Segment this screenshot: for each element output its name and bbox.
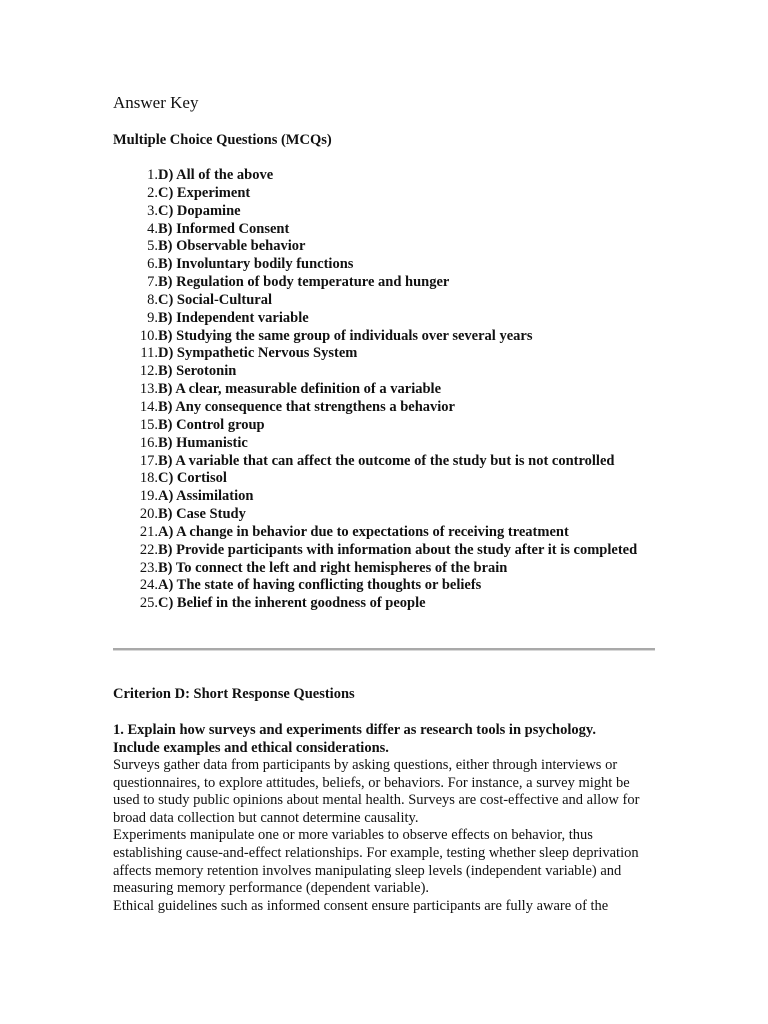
mcq-item-number xyxy=(113,595,158,613)
mcq-list-item xyxy=(113,399,657,417)
mcq-item-number-text: 2. xyxy=(147,184,158,201)
mcq-item-answer: B) A variable that can affect the outcome of the study but is not controlled xyxy=(158,452,615,469)
mcq-item-number-text: 10. xyxy=(139,327,158,344)
mcq-item-number xyxy=(113,470,158,488)
mcq-item-number-text: 19. xyxy=(139,488,158,505)
mcq-item-number-text: 14. xyxy=(139,398,158,415)
mcq-item-answer: B) A clear, measurable definition of a variable xyxy=(158,381,442,398)
mcq-list-item xyxy=(113,185,657,203)
mcq-item-answer: B) Any consequence that strengthens a behavior xyxy=(158,398,455,415)
mcq-item-number-text: 3. xyxy=(147,202,158,219)
mcq-item-answer: C) Social-Cultural xyxy=(158,291,272,308)
mcq-item-number-text: 24. xyxy=(139,577,158,594)
mcq-list-item xyxy=(113,470,657,488)
mcq-list-item xyxy=(113,256,657,274)
mcq-list-item xyxy=(113,167,657,185)
mcq-item-number-text: 8. xyxy=(147,291,158,308)
criterion-section-heading: Criterion D: Short Response Questions xyxy=(113,686,355,702)
mcq-item-number-text: 25. xyxy=(139,595,158,612)
mcq-item-answer: D) Sympathetic Nervous System xyxy=(158,345,358,362)
mcq-item-number-text: 11. xyxy=(140,345,158,362)
mcq-answer-list xyxy=(113,167,657,613)
mcq-item-answer: B) Humanistic xyxy=(158,434,248,451)
mcq-item-number xyxy=(113,185,158,203)
mcq-item-number-text: 15. xyxy=(139,416,158,433)
mcq-list-item xyxy=(113,292,657,310)
mcq-item-answer: B) Involuntary bodily functions xyxy=(158,256,354,273)
mcq-item-number-text: 12. xyxy=(139,363,158,380)
mcq-item-number xyxy=(113,488,158,506)
mcq-item-answer: D) All of the above xyxy=(158,167,274,183)
mcq-item-number xyxy=(113,417,158,435)
mcq-item-number xyxy=(113,542,158,560)
mcq-item-number xyxy=(113,256,158,274)
mcq-list-item xyxy=(113,238,657,256)
mcq-item-number xyxy=(113,363,158,381)
mcq-item-answer: B) Observable behavior xyxy=(158,238,306,255)
mcq-item-number-text: 13. xyxy=(139,381,158,398)
mcq-item-number xyxy=(113,453,158,471)
page-title: Answer Key xyxy=(113,93,199,112)
mcq-list-item xyxy=(113,274,657,292)
mcq-item-number xyxy=(113,381,158,399)
mcq-list-item xyxy=(113,577,657,595)
mcq-item-number xyxy=(113,524,158,542)
mcq-item-number xyxy=(113,435,158,453)
mcq-list-item xyxy=(113,435,657,453)
mcq-item-answer: B) Provide participants with information about the study after it is completed xyxy=(158,541,638,558)
mcq-item-answer: A) Assimilation xyxy=(158,488,254,505)
mcq-item-number xyxy=(113,238,158,256)
mcq-item-number xyxy=(113,560,158,578)
mcq-list-item xyxy=(113,328,657,346)
mcq-list-item xyxy=(113,310,657,328)
mcq-item-answer: B) Control group xyxy=(158,416,265,433)
mcq-item-answer: B) Studying the same group of individuals over several years xyxy=(158,327,533,344)
mcq-item-number xyxy=(113,274,158,292)
mcq-item-number xyxy=(113,328,158,346)
mcq-item-number-text: 1. xyxy=(147,167,158,183)
mcq-item-answer: C) Cortisol xyxy=(158,470,227,487)
short-response-answer-1 xyxy=(113,757,657,915)
mcq-list-item xyxy=(113,595,657,613)
answer-paragraph: Experiments manipulate one or more variables to observe effects on behavior, thus establishing cause-and-effect relationships. For example, testing whether sleep deprivation affects memory retention involves manipulating sleep levels (independent variable) and measuring memory performance (dependent variable). xyxy=(113,827,639,897)
mcq-list-item xyxy=(113,542,657,560)
mcq-item-number xyxy=(113,167,158,185)
mcq-item-answer: A) The state of having conflicting thoughts or beliefs xyxy=(158,577,482,594)
mcq-section-heading: Multiple Choice Questions (MCQs) xyxy=(113,132,332,148)
mcq-item-number xyxy=(113,203,158,221)
mcq-item-number xyxy=(113,577,158,595)
mcq-list-item xyxy=(113,488,657,506)
mcq-item-number xyxy=(113,399,158,417)
mcq-item-number-text: 7. xyxy=(147,274,158,291)
mcq-list-item xyxy=(113,381,657,399)
mcq-item-answer: B) Case Study xyxy=(158,506,246,523)
mcq-item-number xyxy=(113,292,158,310)
mcq-item-answer: C) Dopamine xyxy=(158,202,241,219)
mcq-item-answer: B) Serotonin xyxy=(158,363,237,380)
mcq-item-answer: B) Informed Consent xyxy=(158,220,290,237)
mcq-list-item xyxy=(113,417,657,435)
mcq-item-number-text: 18. xyxy=(139,470,158,487)
short-response-question-1: 1. Explain how surveys and experiments differ as research tools in psychology. Include examples and ethical considerations. xyxy=(113,722,596,756)
mcq-item-number-text: 5. xyxy=(147,238,158,255)
mcq-item-answer: B) Independent variable xyxy=(158,309,309,326)
mcq-list-item xyxy=(113,560,657,578)
mcq-item-answer: B) Regulation of body temperature and hunger xyxy=(158,274,450,291)
mcq-item-number-text: 17. xyxy=(139,452,158,469)
mcq-item-number xyxy=(113,310,158,328)
mcq-item-number-text: 23. xyxy=(139,559,158,576)
mcq-list-item xyxy=(113,221,657,239)
mcq-item-number xyxy=(113,506,158,524)
mcq-item-number-text: 16. xyxy=(139,434,158,451)
mcq-item-answer: A) A change in behavior due to expectations of receiving treatment xyxy=(158,523,569,540)
answer-paragraph: Ethical guidelines such as informed consent ensure participants are fully aware of the xyxy=(113,897,609,914)
answer-paragraph: Surveys gather data from participants by asking questions, either through interviews or questionnaires, to explore attitudes, beliefs, or behaviors. For instance, a survey might be used to study public opinions about mental health. Surveys are cost-effective and allow for broad data collection but cannot determine causality. xyxy=(113,757,640,826)
mcq-item-number xyxy=(113,221,158,239)
mcq-item-number-text: 9. xyxy=(147,309,158,326)
mcq-list-item xyxy=(113,524,657,542)
mcq-list-item xyxy=(113,345,657,363)
mcq-list-item xyxy=(113,453,657,471)
mcq-item-number xyxy=(113,345,158,363)
mcq-item-answer: B) To connect the left and right hemispheres of the brain xyxy=(158,559,508,576)
mcq-item-number-text: 4. xyxy=(147,220,158,237)
mcq-item-number-text: 6. xyxy=(147,256,158,273)
mcq-item-answer: C) Belief in the inherent goodness of people xyxy=(158,595,426,612)
horizontal-divider xyxy=(113,648,655,651)
mcq-item-number-text: 22. xyxy=(139,541,158,558)
mcq-item-number-text: 20. xyxy=(139,506,158,523)
mcq-item-number-text: 21. xyxy=(139,523,158,540)
mcq-list-item xyxy=(113,506,657,524)
mcq-list-item xyxy=(113,363,657,381)
mcq-item-answer: C) Experiment xyxy=(158,184,251,201)
mcq-list-item xyxy=(113,203,657,221)
